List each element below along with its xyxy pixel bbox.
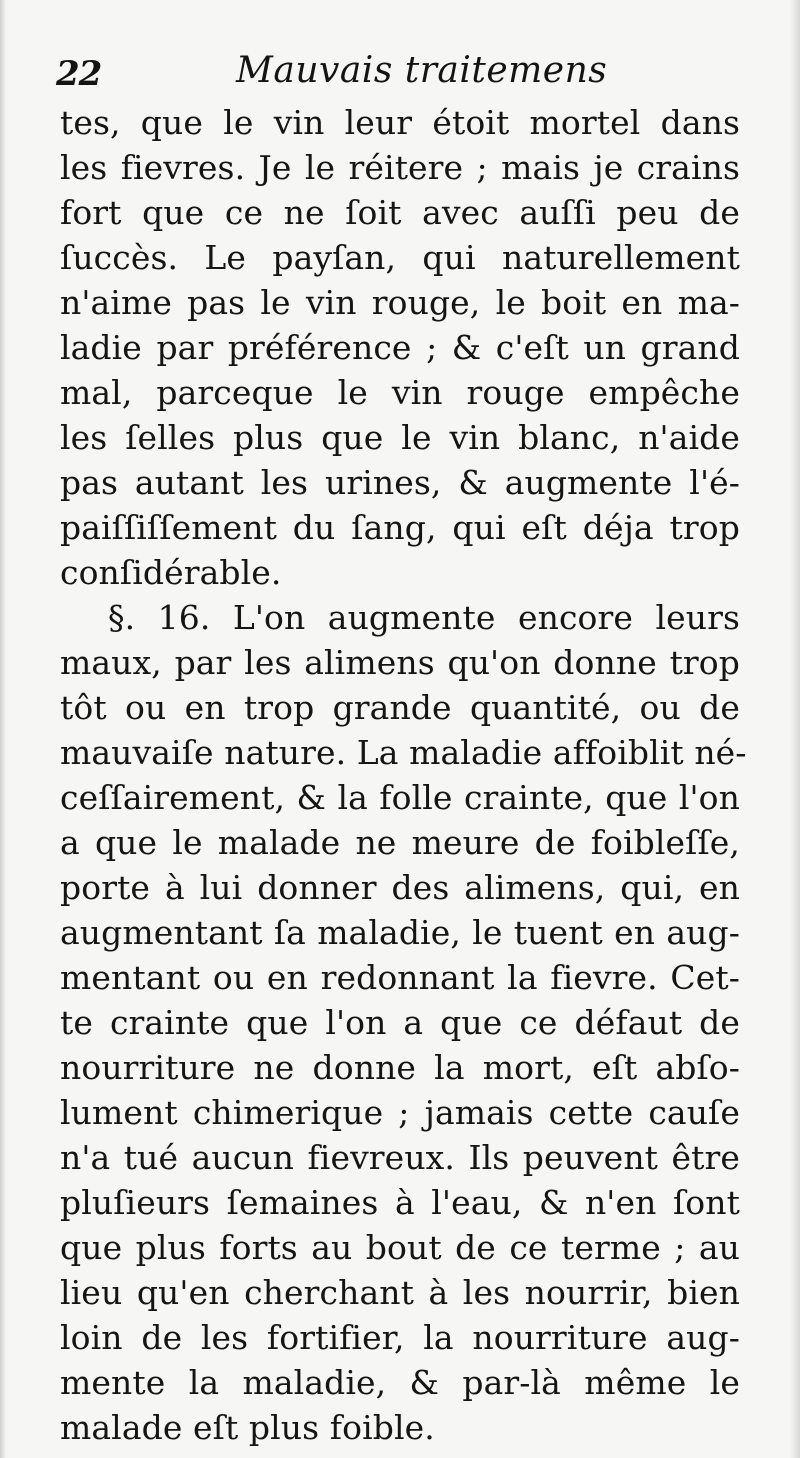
text-line: lieu qu'en cherchant à les nourrir, bien [60, 1273, 740, 1312]
text-line: les fievres. Je le réitere ; mais je crains [60, 148, 740, 187]
text-line: ceſſairement, & la folle crainte, que l'on [60, 778, 740, 817]
text-line: mentant ou en redonnant la fievre. Cet- [60, 958, 740, 997]
text-line: ſuccès. Le payſan, qui naturellement [60, 238, 740, 277]
text-line: ladie par préférence ; & c'eſt un grand [60, 328, 740, 367]
page-number: 22 [56, 54, 102, 94]
paragraph-last-line: conſidérable. [60, 553, 282, 592]
text-line: pas autant les urines, & augmente l'é- [60, 463, 740, 502]
text-line: les ſelles plus que le vin blanc, n'aide [60, 418, 740, 457]
text-line: pluſieurs ſemaines à l'eau, & n'en ſont [60, 1183, 740, 1222]
text-line: porte à lui donner des alimens, qui, en [60, 868, 740, 907]
text-line: paiſſiſſement du ſang, qui eſt déja trop [60, 508, 740, 547]
text-line: augmentant ſa maladie, le tuent en aug- [60, 913, 740, 952]
text-line: tes, que le vin leur étoit mortel dans [60, 103, 740, 142]
text-line: mal, parceque le vin rouge empêche [60, 373, 740, 412]
text-line: tôt ou en trop grande quantité, ou de [60, 688, 740, 727]
text-line: nourriture ne donne la mort, eſt abſo- [60, 1048, 740, 1087]
text-line: loin de les fortifier, la nourriture aug- [60, 1318, 740, 1357]
paragraph-last-line: malade eſt plus foible. [60, 1408, 435, 1447]
body-text [60, 100, 747, 1450]
text-line: lument chimerique ; jamais cette cauſe [60, 1093, 740, 1132]
text-line: mauvaiſe nature. La maladie affoiblit né- [60, 733, 747, 772]
text-line: maux, par les alimens qu'on donne trop [60, 643, 740, 682]
text-line: a que le malade ne meure de foibleſſe, [60, 823, 740, 862]
text-line: n'a tué aucun fievreux. Ils peuvent être [60, 1138, 740, 1177]
running-title: Mauvais traitemens [236, 50, 608, 91]
text-line: te crainte que l'on a que ce défaut de [60, 1003, 740, 1042]
text-line: n'aime pas le vin rouge, le boit en ma- [60, 283, 740, 322]
text-line: que plus forts au bout de ce terme ; au [60, 1228, 740, 1267]
text-line: mente la maladie, & par-là même le [60, 1363, 740, 1402]
page-header [56, 50, 746, 100]
section-heading-line: §. 16. L'on augmente encore leurs [108, 598, 740, 637]
text-line: fort que ce ne ſoit avec auſſi peu de [60, 193, 740, 232]
